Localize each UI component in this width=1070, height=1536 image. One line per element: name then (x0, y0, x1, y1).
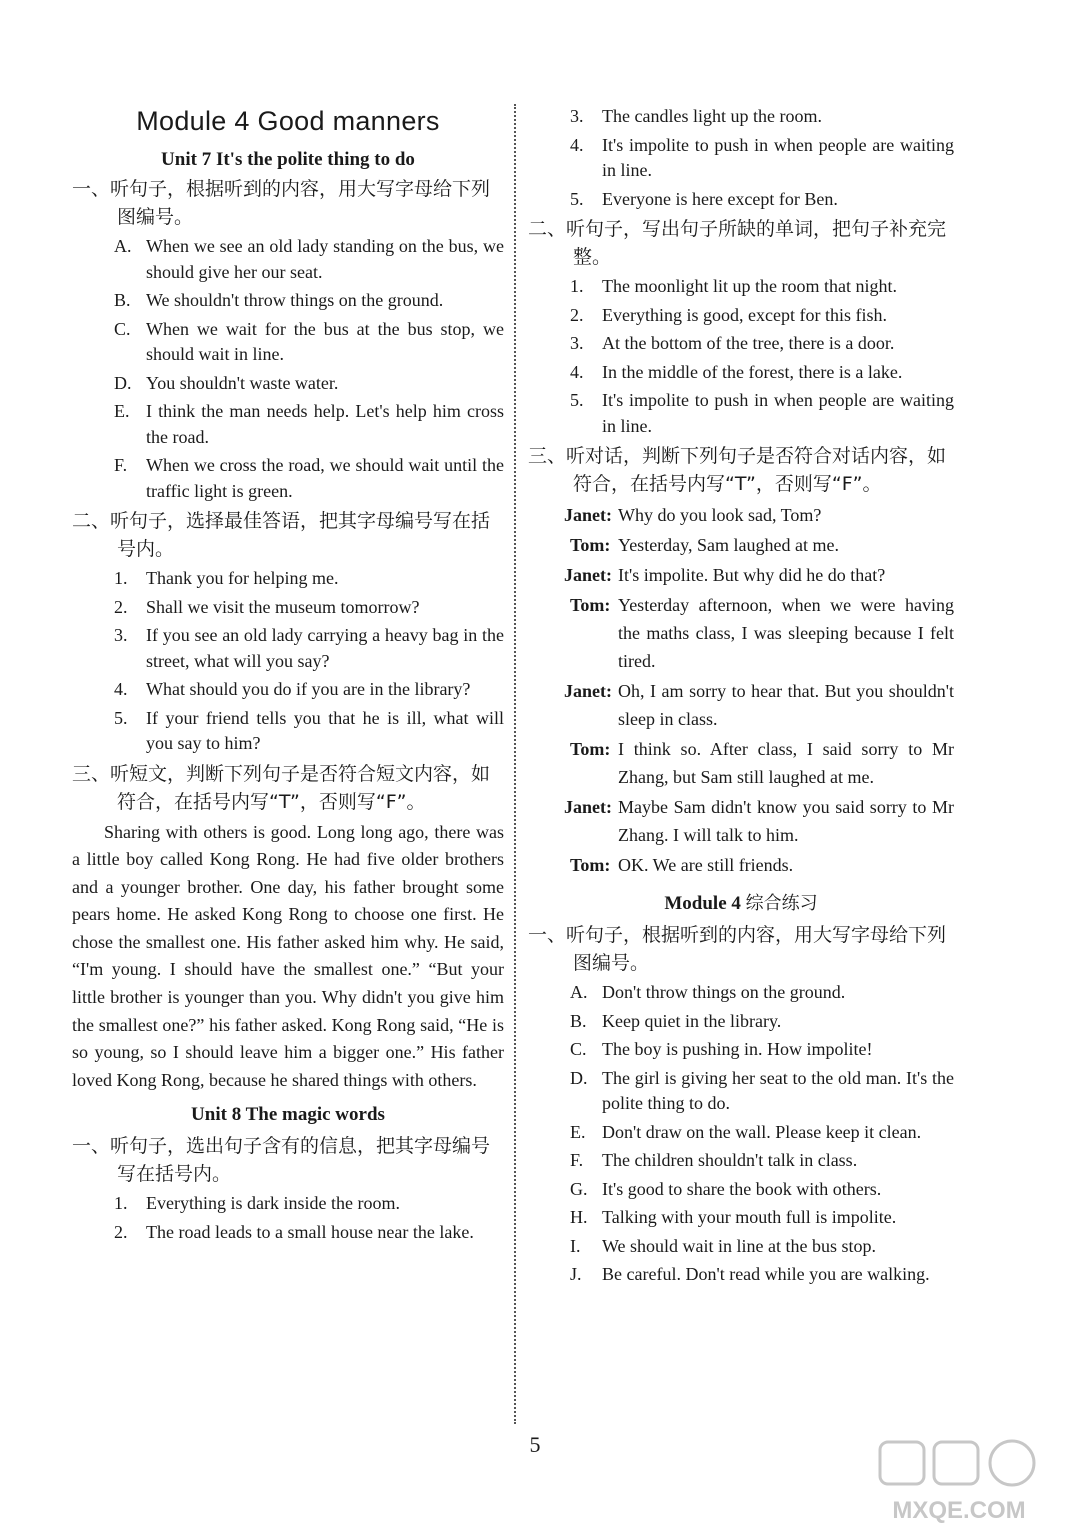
unit7-section2-heading: 二、听句子，选择最佳答语，把其字母编号写在括号内。 (72, 510, 491, 560)
item-label: C. (570, 1039, 587, 1059)
item-text: It's good to share the book with others. (602, 1178, 882, 1199)
item-label: 1. (114, 568, 128, 588)
item-text: Shall we visit the museum tomorrow? (146, 596, 420, 617)
unit8-section2-heading: 二、听句子，写出句子所缺的单词，把句子补充完整。 (528, 218, 947, 268)
item-text: Keep quiet in the library. (602, 1010, 782, 1031)
list-item (528, 1262, 954, 1288)
item-label: C. (114, 318, 131, 339)
item-text: Everyone is here except for Ben. (602, 188, 838, 209)
item-text: It's impolite to push in when people are waiting in line. (602, 390, 954, 436)
speaker: Tom: (570, 595, 611, 615)
item-label: G. (570, 1178, 588, 1199)
list-item (72, 1220, 504, 1246)
item-text: The candles light up the room. (602, 106, 822, 126)
item-text: What should you do if you are in the library? (146, 679, 471, 699)
list-item (528, 303, 954, 329)
item-label: 3. (570, 106, 584, 126)
item-text: The boy is pushing in. How impolite! (602, 1039, 873, 1059)
item-label: B. (570, 1010, 587, 1031)
unit8-section3-heading: 三、听对话，判断下列句子是否符合对话内容，如符合，在括号内写“T”，否则写“F”。 (528, 445, 947, 495)
item-label: 4. (570, 134, 584, 155)
review-title-zh: 综合练习 (745, 893, 818, 914)
item-label: F. (570, 1150, 584, 1170)
item-label: B. (114, 290, 131, 310)
item-label: J. (570, 1264, 582, 1284)
item-text: Don't draw on the wall. Please keep it clean. (602, 1121, 922, 1142)
item-label: 5. (114, 707, 128, 728)
module-title: Module 4 Good manners (136, 106, 440, 136)
list-item (528, 388, 954, 439)
item-text: Everything is good, except for this fish. (602, 304, 887, 325)
column-divider (514, 104, 516, 1424)
item-text: I think the man needs help. Let's help him cross the road. (146, 401, 504, 447)
unit7-section2-list (72, 566, 504, 757)
unit8-title: Unit 8 The magic words (191, 1104, 385, 1126)
list-item (72, 566, 504, 592)
dialogue-line (528, 793, 954, 849)
unit7-section1-heading: 一、听句子，根据听到的内容，用大写字母给下列图编号。 (72, 178, 491, 228)
item-text: The girl is giving her seat to the old man. It's the polite thing to do. (602, 1067, 954, 1113)
item-text: At the bottom of the tree, there is a door. (602, 333, 895, 353)
unit8-section2-list (528, 274, 954, 439)
left-column (72, 100, 504, 1248)
item-label: 2. (114, 1221, 128, 1242)
speaker: Janet: (564, 681, 612, 701)
item-label: D. (570, 1067, 588, 1088)
list-item (72, 288, 504, 314)
list-item (528, 1234, 954, 1260)
dialogue (528, 501, 954, 879)
item-text: We should wait in line at the bus stop. (602, 1235, 877, 1256)
item-text: The children shouldn't talk in class. (602, 1150, 858, 1170)
list-item (72, 453, 504, 504)
item-label: H. (570, 1207, 588, 1227)
item-text: Don't throw things on the ground. (602, 982, 846, 1002)
item-label: A. (114, 236, 132, 256)
item-text: If you see an old lady carrying a heavy bag in the street, what will you say? (146, 625, 504, 671)
list-item (528, 133, 954, 184)
reading-passage (72, 819, 504, 1095)
speaker: Janet: (564, 565, 612, 585)
item-text: When we wait for the bus at the bus stop, we should wait in line. (146, 318, 504, 364)
item-text: You shouldn't waste water. (146, 372, 339, 393)
dialogue-line (528, 561, 954, 589)
item-text: The road leads to a small house near the lake. (146, 1221, 474, 1242)
list-item (528, 1037, 954, 1063)
item-label: E. (570, 1121, 586, 1142)
item-text: Thank you for helping me. (146, 568, 339, 588)
item-label: D. (114, 372, 132, 393)
item-label: A. (570, 982, 588, 1002)
dialogue-line (528, 501, 954, 529)
item-label: 3. (570, 333, 584, 353)
unit8-section1-list-right (528, 104, 954, 212)
list-item (72, 399, 504, 450)
unit8-section1-list-left (72, 1191, 504, 1245)
line-text: Yesterday afternoon, when we were having the maths class, I was sleeping because I felt tired. (618, 595, 954, 671)
item-label: 4. (570, 361, 584, 382)
watermark-text: MXQE.COM (892, 1497, 1026, 1524)
list-item (72, 623, 504, 674)
item-label: F. (114, 455, 128, 475)
dialogue-line (528, 531, 954, 559)
page-number: 5 (529, 1432, 541, 1457)
item-text: If your friend tells you that he is ill, what will you say to him? (146, 707, 504, 753)
item-text: Talking with your mouth full is impolite. (602, 1207, 897, 1227)
line-text: I think so. After class, I said sorry to Mr Zhang, but Sam still laughed at me. (618, 739, 954, 787)
list-item (528, 1120, 954, 1146)
item-label: 1. (570, 276, 584, 296)
list-item (528, 331, 954, 357)
review-title (528, 889, 954, 915)
unit8-section1-heading: 一、听句子，选出句子含有的信息，把其字母编号写在括号内。 (72, 1135, 491, 1186)
list-item (72, 317, 504, 368)
list-item (528, 1148, 954, 1174)
dialogue-line (528, 735, 954, 791)
list-item (72, 677, 504, 703)
watermark-logo (874, 1438, 1044, 1528)
item-label: 4. (114, 679, 128, 699)
list-item (528, 1066, 954, 1117)
item-label: 2. (114, 596, 128, 617)
item-text: It's impolite to push in when people are waiting in line. (602, 134, 954, 180)
dialogue-line (528, 677, 954, 733)
item-label: E. (114, 401, 130, 421)
item-text: We shouldn't throw things on the ground. (146, 290, 444, 310)
list-item (528, 104, 954, 130)
line-text: It's impolite. But why did he do that? (618, 565, 886, 585)
review-section1-list (528, 980, 954, 1288)
item-label: I. (570, 1235, 581, 1256)
dialogue-line (528, 591, 954, 675)
item-text: The moonlight lit up the room that night. (602, 276, 897, 296)
list-item (528, 360, 954, 386)
list-item (72, 595, 504, 621)
list-item (528, 274, 954, 300)
item-text: Everything is dark inside the room. (146, 1193, 400, 1214)
review-section1-heading: 一、听句子，根据听到的内容，用大写字母给下列图编号。 (528, 924, 947, 974)
list-item (528, 980, 954, 1006)
item-label: 5. (570, 390, 584, 410)
list-item (72, 706, 504, 757)
dialogue-line (528, 851, 954, 879)
line-text: Oh, I am sorry to hear that. But you shouldn't sleep in class. (618, 681, 954, 729)
passage-text: Sharing with others is good. Long long ago, there was a little boy called Kong Rong. He had five older brothers and a younger brother. One day, his father brought some pears home. He asked Kong Rong to choose one first. He chose the smallest one. His father asked him why. He said, “I'm young. I should have the smallest one.” “But your little brother is younger than you. Why didn't you give him the smallest one?” his father asked. Kong Rong said, “He is so young, so I should leave him a bigger one.” His father loved Kong Rong, because he shared things with others. (72, 821, 504, 1090)
speaker: Janet: (564, 797, 612, 817)
speaker: Tom: (570, 739, 611, 759)
item-text: In the middle of the forest, there is a lake. (602, 361, 903, 382)
unit7-section1-list (72, 234, 504, 504)
item-label: 3. (114, 625, 128, 645)
list-item (72, 371, 504, 397)
speaker: Tom: (570, 855, 611, 875)
item-label: 5. (570, 188, 584, 209)
right-column (528, 104, 954, 1291)
speaker: Janet: (564, 505, 612, 525)
list-item (528, 1009, 954, 1035)
item-text: When we see an old lady standing on the bus, we should give her our seat. (146, 236, 504, 282)
list-item (528, 1205, 954, 1231)
unit7-title: Unit 7 It's the polite thing to do (161, 149, 415, 170)
speaker: Tom: (570, 535, 611, 555)
list-item (72, 234, 504, 285)
item-label: 1. (114, 1193, 128, 1214)
line-text: Yesterday, Sam laughed at me. (618, 535, 839, 555)
item-label: 2. (570, 304, 584, 325)
line-text: OK. We are still friends. (618, 855, 794, 875)
list-item (528, 1177, 954, 1203)
list-item (72, 1191, 504, 1217)
line-text: Why do you look sad, Tom? (618, 505, 822, 525)
review-title-en: Module 4 (664, 893, 741, 914)
item-text: Be careful. Don't read while you are walking. (602, 1264, 930, 1284)
unit7-section3-heading: 三、听短文，判断下列句子是否符合短文内容，如符合，在括号内写“T”，否则写“F”。 (72, 762, 491, 813)
line-text: Maybe Sam didn't know you said sorry to Mr Zhang. I will talk to him. (618, 797, 954, 845)
list-item (528, 187, 954, 213)
item-text: When we cross the road, we should wait until the traffic light is green. (146, 455, 504, 501)
